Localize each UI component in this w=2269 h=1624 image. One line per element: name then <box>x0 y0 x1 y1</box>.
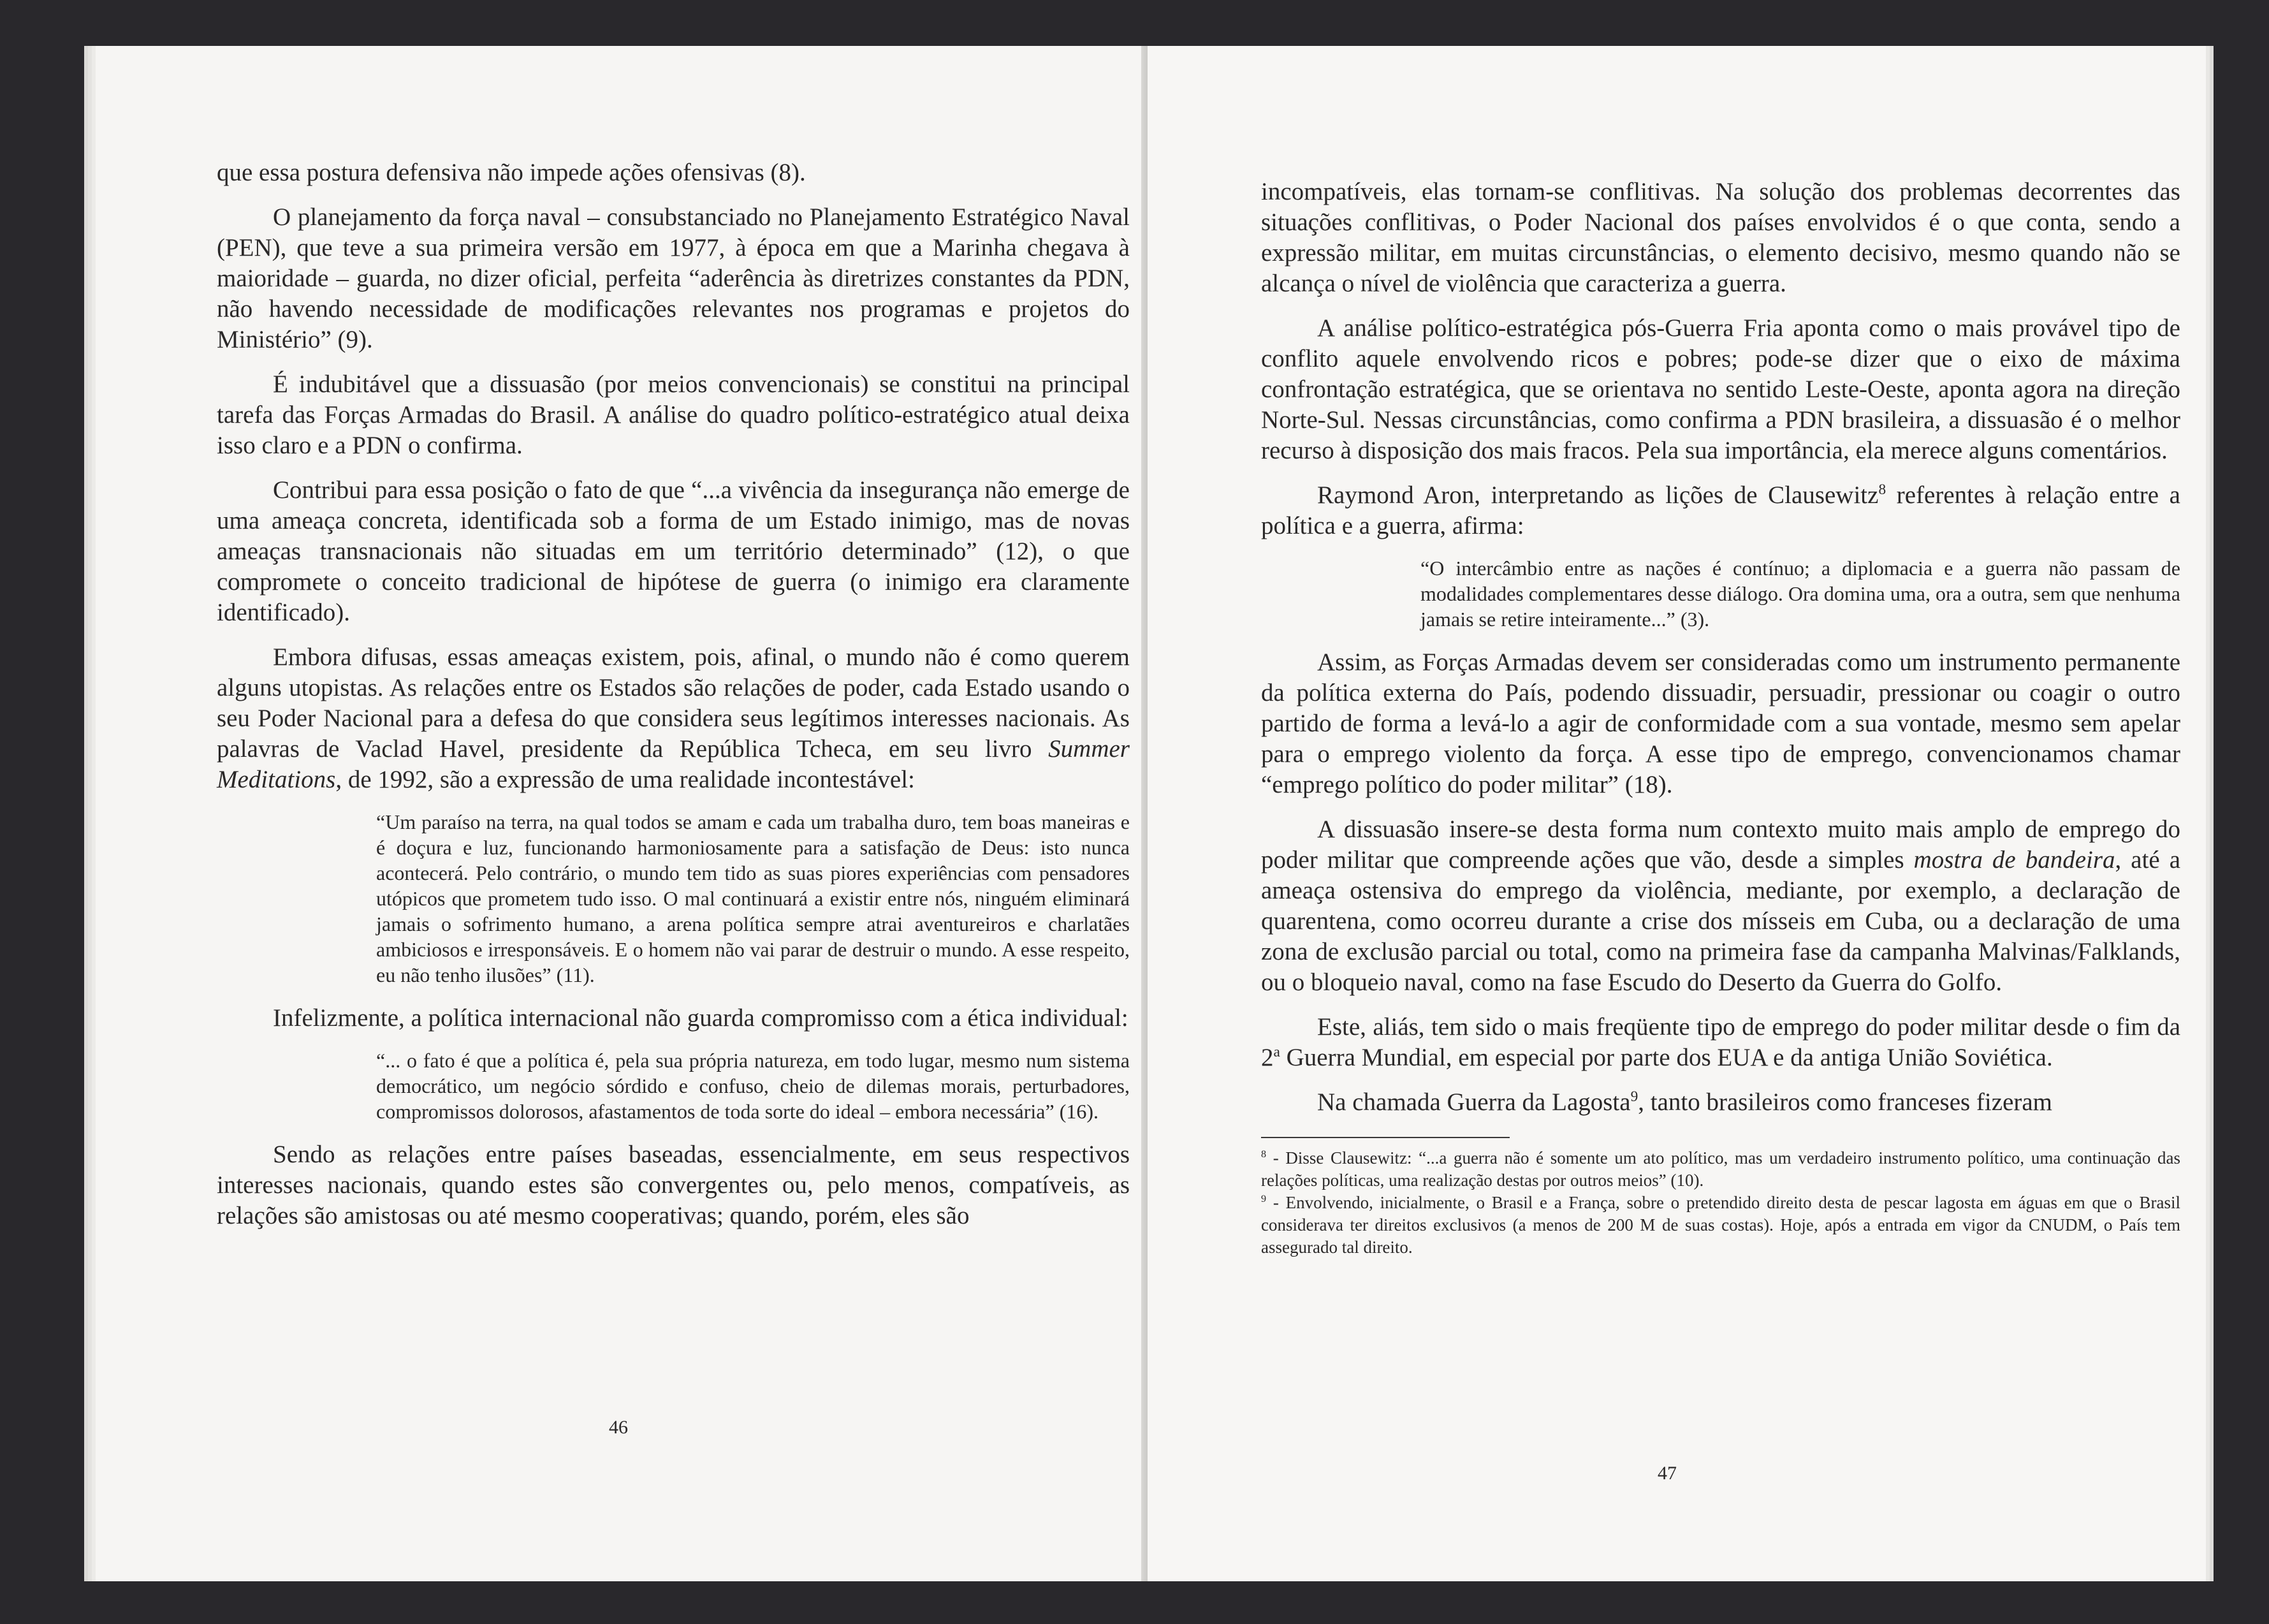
right-paragraph-6-a: Na chamada Guerra da Lagosta <box>1317 1088 1631 1116</box>
page-number-left: 46 <box>609 1417 628 1438</box>
footnote-ref-9: 9 <box>1630 1088 1638 1105</box>
page-number-right: 47 <box>1658 1463 1677 1484</box>
footnote-ref-8: 8 <box>1878 481 1886 498</box>
footnote-9 <box>1261 1192 2180 1259</box>
left-paragraph-3: Contribui para essa posição o fato de que “...a vivência da insegurança não emerge de uma ameaça concreta, identificada sob a forma de um Estado inimigo, mas de novas ameaças transnacionais não situadas em um território determinado” (12), o que compromete o conceito tradicional de hipótese de guerra (o inimigo era claramente identificado). <box>217 476 1130 626</box>
right-page-body <box>1261 177 2180 1259</box>
left-paragraph-6: Sendo as relações entre países baseadas, essencialmente, em seus respectivos interesses nacionais, quando estes são convergentes ou, pelo menos, compatíveis, as relações são amistosas ou até mesmo cooperativas; quando, porém, eles são <box>217 1141 1130 1229</box>
right-paragraph-5 <box>1261 1012 2180 1073</box>
footnote-divider <box>1261 1137 1510 1138</box>
book-title: Summer Meditations <box>217 735 1130 793</box>
footnote-8 <box>1261 1147 2180 1192</box>
right-paragraph-2-a: Raymond Aron, interpretando as lições de Clausewitz <box>1317 481 1879 509</box>
left-paragraph-4-a: Embora difusas, essas ameaças existem, pois, afinal, o mundo não é como querem alguns utopistas. As relações entre os Estados são relações de poder, cada Estado usando o seu Poder Nacional para a defesa do que considera seus legítimos interesses nacionais. As palavras de Vaclad Havel, presidente da República Tcheca, em seu livro <box>217 643 1130 763</box>
ordinal-superscript: a <box>1273 1044 1280 1060</box>
footnote-8-text: - Disse Clausewitz: “...a guerra não é somente um ato político, mas um verdadeiro instrumento político, uma continuação das relações políticas, uma realização destas por outros meios” (10). <box>1261 1148 2180 1190</box>
left-page-body <box>217 157 1130 1245</box>
right-paragraph-4-b: , até a ameaça ostensiva do emprego da violência, mediante, por exemplo, a declaração de quarentena, como ocorreu durante a crise dos mísseis em Cuba, ou a declaração de uma zona de exclusão parcial ou total, como na primeira fase da campanha Malvinas/Falklands, ou o bloqueio naval, como na fase Escudo do Deserto da Guerra do Golfo. <box>1261 846 2181 996</box>
right-paragraph-3: Assim, as Forças Armadas devem ser consideradas como um instrumento permanente da política externa do País, podendo dissuadir, persuadir, pressionar ou coagir o outro partido de forma a levá-lo a agir de conformidade com a sua vontade, mesmo sem apelar para o emprego violento da força. A esse tipo de emprego, convencionamos chamar “emprego político do poder militar” (18). <box>1261 648 2180 798</box>
right-paragraph-1: A análise político-estratégica pós-Guerra Fria aponta como o mais provável tipo de conflito aquele envolvendo ricos e pobres; pode-se dizer que o eixo de máxima confrontação estratégica, que se orientava no sentido Leste-Oeste, aponta agora na direção Norte-Sul. Nessas circunstâncias, como confirma a PDN brasileira, a dissuasão é o melhor recurso à disposição dos mais fracos. Pela sua importância, ela merece alguns comentários. <box>1261 314 2180 464</box>
left-paragraph-2: É indubitável que a dissuasão (por meios convencionais) se constitui na principal tarefa das Forças Armadas do Brasil. A análise do quadro político-estratégico atual deixa isso claro e a PDN o confirma. <box>217 370 1130 459</box>
italic-term: mostra de bandeira <box>1913 846 2115 874</box>
right-page <box>1148 46 2206 1581</box>
right-paragraph-4-a: A dissuasão insere-se desta forma num contexto muito mais amplo de emprego do poder militar que compreende ações que vão, desde a simples <box>1261 816 2180 874</box>
right-quote-1: “O intercâmbio entre as nações é contínuo; a diplomacia e a guerra não passam de modalidades complementares desse diálogo. Ora domina uma, ora a outra, sem que nenhuma jamais se retire inteiramente...” (3). <box>1420 557 2180 631</box>
right-paragraph-2-b: referentes à relação entre a política e a guerra, afirma: <box>1261 481 2180 539</box>
footnote-8-mark: 8 <box>1261 1148 1267 1160</box>
right-paragraph-6-b: , tanto brasileiros como franceses fizeram <box>1638 1088 2053 1116</box>
left-quote-2: “... o fato é que a política é, pela sua própria natureza, em todo lugar, mesmo num sistema democrático, um negócio sórdido e confuso, cheio de dilemas morais, perturbadores, compromissos dolorosos, afastamentos de toda sorte do ideal – embora necessária” (16). <box>376 1049 1130 1123</box>
footnote-9-text: - Envolvendo, inicialmente, o Brasil e a França, sobre o pretendido direito desta de pescar lagosta em águas em que o Brasil considerava ter direitos exclusivos (a menos de 200 M de suas costas). Hoje, após a entrada em vigor da CNUDM, o País tem assegurado tal direito. <box>1261 1193 2180 1257</box>
left-paragraph-4-b: , de 1992, são a expressão de uma realidade incontestável: <box>335 766 915 793</box>
right-top-lines: incompatíveis, elas tornam-se conflitivas. Na solução dos problemas decorrentes das situações conflitivas, o Poder Nacional dos países envolvidos é o que conta, sendo a expressão militar, em muitas circunstâncias, o elemento decisivo, mesmo quando não se alcança o nível de violência que caracteriza a guerra. <box>1261 178 2180 297</box>
right-paragraph-6 <box>1261 1087 2180 1118</box>
left-paragraph-1: O planejamento da força naval – consubstanciado no Planejamento Estratégico Naval (PEN), que teve a sua primeira versão em 1977, à época em que a Marinha chegava à maioridade – guarda, no dizer oficial, perfeita “aderência às diretrizes constantes da PDN, não havendo necessidade de modificações relevantes nos programas e projetos do Ministério” (9). <box>217 203 1130 353</box>
right-paragraph-4 <box>1261 814 2180 998</box>
left-paragraph-4 <box>217 642 1130 795</box>
footnote-9-mark: 9 <box>1261 1193 1267 1204</box>
right-paragraph-2 <box>1261 480 2180 541</box>
left-top-line: que essa postura defensiva não impede ações ofensivas (8). <box>217 159 806 186</box>
right-paragraph-5-b: Guerra Mundial, em especial por parte dos EUA e da antiga União Soviética. <box>1280 1044 2053 1071</box>
right-paragraph-5-a: Este, aliás, tem sido o mais freqüente tipo de emprego do poder militar desde o fim da 2 <box>1261 1013 2180 1071</box>
left-page <box>96 46 1154 1581</box>
left-quote-1: “Um paraíso na terra, na qual todos se amam e cada um trabalha duro, tem boas maneiras e é doçura e luz, funcionando harmoniosamente para a satisfação de Deus: isto nunca acontecerá. Pelo contrário, o mundo tem tido as suas piores experiências com pensadores utópicos que prometem tudo isso. O mal continuará a existir entre nós, ninguém eliminará jamais o sofrimento humano, a arena política sempre atrai aventureiros e charlatães ambiciosos e irresponsáveis. E o homem não vai parar de destruir o mundo. A esse respeito, eu não tenho ilusões” (11). <box>376 810 1130 986</box>
left-paragraph-5: Infelizmente, a política internacional não guarda compromisso com a ética individual: <box>273 1004 1128 1032</box>
